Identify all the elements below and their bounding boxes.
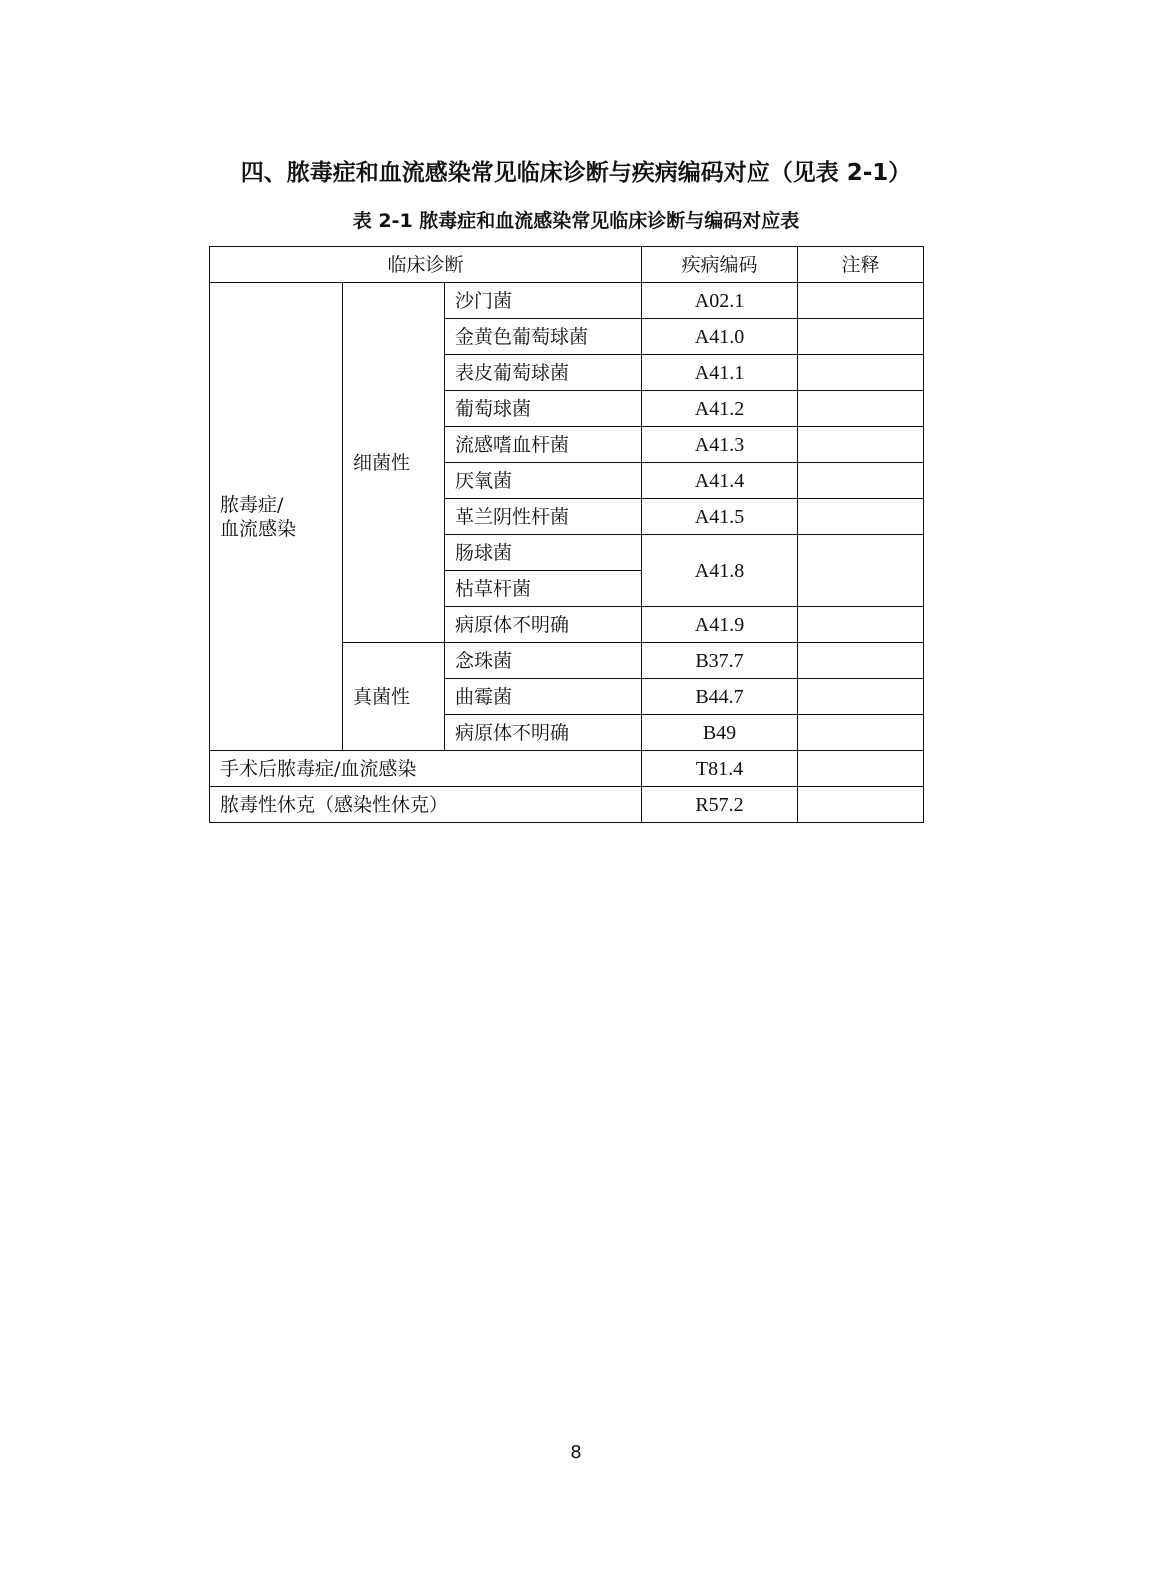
header-notes: 注释 xyxy=(798,247,924,283)
section-heading: 四、脓毒症和血流感染常见临床诊断与疾病编码对应（见表 2-1） xyxy=(240,160,912,186)
code-cell: B37.7 xyxy=(642,643,798,679)
pathogen-cell: 流感嗜血杆菌 xyxy=(445,427,642,463)
code-cell: A41.0 xyxy=(642,319,798,355)
diagnosis-cell: 手术后脓毒症/血流感染 xyxy=(210,751,642,787)
group-label-line2: 血流感染 xyxy=(220,517,297,540)
pathogen-cell: 葡萄球菌 xyxy=(445,391,642,427)
code-cell: B44.7 xyxy=(642,679,798,715)
pathogen-cell: 厌氧菌 xyxy=(445,463,642,499)
pathogen-cell: 革兰阴性杆菌 xyxy=(445,499,642,535)
pathogen-cell: 肠球菌 xyxy=(445,535,642,571)
note-cell xyxy=(798,355,924,391)
code-cell: R57.2 xyxy=(642,787,798,823)
note-cell xyxy=(798,607,924,643)
code-cell: T81.4 xyxy=(642,751,798,787)
pathogen-cell: 病原体不明确 xyxy=(445,715,642,751)
subgroup-fungal: 真菌性 xyxy=(343,643,445,751)
group-label-line1: 脓毒症/ xyxy=(220,493,284,516)
note-cell xyxy=(798,283,924,319)
code-cell: A41.4 xyxy=(642,463,798,499)
table-caption: 表 2-1 脓毒症和血流感染常见临床诊断与编码对应表 xyxy=(352,210,800,232)
note-cell xyxy=(798,319,924,355)
note-cell xyxy=(798,679,924,715)
code-cell: A41.1 xyxy=(642,355,798,391)
group-sepsis-bloodstream xyxy=(210,283,343,751)
header-diagnosis: 临床诊断 xyxy=(210,247,642,283)
pathogen-cell: 病原体不明确 xyxy=(445,607,642,643)
table-row xyxy=(210,787,924,823)
code-cell: A41.5 xyxy=(642,499,798,535)
code-cell: A41.9 xyxy=(642,607,798,643)
note-cell xyxy=(798,643,924,679)
note-cell xyxy=(798,391,924,427)
code-cell: A41.2 xyxy=(642,391,798,427)
code-cell: A02.1 xyxy=(642,283,798,319)
diagnosis-code-table xyxy=(209,246,924,823)
table-row xyxy=(210,751,924,787)
note-cell xyxy=(798,463,924,499)
pathogen-cell: 表皮葡萄球菌 xyxy=(445,355,642,391)
note-cell xyxy=(798,427,924,463)
note-cell xyxy=(798,787,924,823)
page-number: 8 xyxy=(570,1442,582,1463)
table-row xyxy=(210,283,924,319)
pathogen-cell: 曲霉菌 xyxy=(445,679,642,715)
subgroup-bacterial: 细菌性 xyxy=(343,283,445,643)
note-cell xyxy=(798,751,924,787)
pathogen-cell: 枯草杆菌 xyxy=(445,571,642,607)
code-cell-merged: A41.8 xyxy=(642,535,798,607)
diagnosis-cell: 脓毒性休克（感染性休克） xyxy=(210,787,642,823)
table-header-row xyxy=(210,247,924,283)
note-cell xyxy=(798,715,924,751)
code-cell: A41.3 xyxy=(642,427,798,463)
note-cell xyxy=(798,535,924,607)
pathogen-cell: 沙门菌 xyxy=(445,283,642,319)
pathogen-cell: 金黄色葡萄球菌 xyxy=(445,319,642,355)
note-cell xyxy=(798,499,924,535)
code-cell: B49 xyxy=(642,715,798,751)
pathogen-cell: 念珠菌 xyxy=(445,643,642,679)
header-code: 疾病编码 xyxy=(642,247,798,283)
